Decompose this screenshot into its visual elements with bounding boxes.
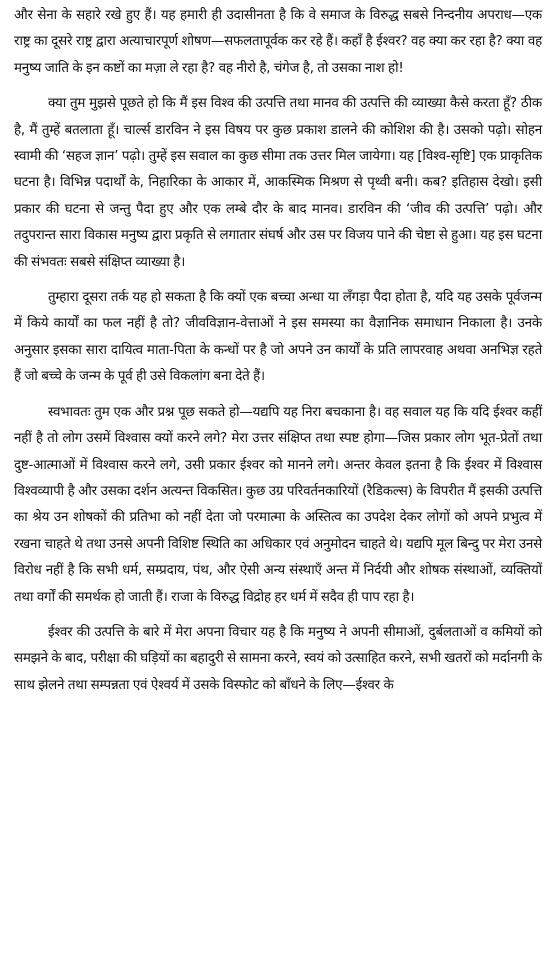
paragraph-3: तुम्हारा दूसरा तर्क यह हो सकता है कि क्यों एक बच्चा अन्धा या लँगड़ा पैदा होता है, यदि यह उसके पूर्वजन्म में किये कार्यों का फल नहीं है तो? जीवविज्ञान-वेत्ताओं ने इस समस्या का वैज्ञानिक समाधान निकाला है। उनके अनुसार इसका सारा दायित्व माता-पिता के कन्धों पर है जो अपने उन कार्यों के प्रति लापरवाह अथवा अनभिज्ञ रहते हैं जो बच्चे के जन्म के पूर्व ही उसे विकलांग बना देते हैं। (14, 290, 542, 385)
paragraph-4: स्वभावतः तुम एक और प्रश्न पूछ सकते हो—यद्यपि यह निरा बचकाना है। वह सवाल यह कि यदि ईश्वर कहीं नहीं है तो लोग उसमें विश्वास क्यों करने लगे? मेरा उत्तर संक्षिप्त तथा स्पष्ट होगा—जिस प्रकार लोग भूत-प्रेतों तथा दुष्ट-आत्माओं में विश्वास करने लगे, उसी प्रकार ईश्वर को मानने लगे। अन्तर केवल इतना है कि ईश्वर में विश्वास विश्वव्यापी है और उसका दर्शन अत्यन्त विकसित। कुछ उग्र परिवर्तनकारियों (रैडिकल्स) के विपरीत मैं इसकी उत्पत्ति का श्रेय उन शोषकों की प्रतिभा को नहीं देता जो परमात्मा के अस्तित्व का उपदेश देकर लोगों को अपने प्रभुत्व में रखना चाहते थे तथा उनसे अपनी विशिष्ट स्थिति का अधिकार एवं अनुमोदन चाहते थे। यद्यपि मूल बिन्दु पर मेरा उनसे विरोध नहीं है कि सभी धर्म, सम्प्रदाय, पंथ, और ऐसी अन्य संस्थाएँ अन्त में निर्दयी और शोषक संस्थाओं, व्यक्तियों तथा वर्गों की समर्थक हो जाती हैं। राजा के विरुद्ध विद्रोह हर धर्म में सदैव ही पाप रहा है। (14, 404, 542, 605)
paragraph-2: क्या तुम मुझसे पूछते हो कि मैं इस विश्व की उत्पत्ति तथा मानव की उत्पत्ति की व्याख्या कैसे करता हूँ? ठीक है, मैं तुम्हें बतलाता हूँ। चार्ल्स डारविन ने इस विषय पर कुछ प्रकाश डालने की कोशिश की है। उसको पढ़ो। सोहन स्वामी की ‘सहज ज्ञान’ पढ़ो। तुम्हें इस सवाल का कुछ सीमा तक उत्तर मिल जायेगा। यह [विश्व-सृष्टि] एक प्राकृतिक घटना है। विभिन्न पदार्थों के, निहारिका के आकार में, आकस्मिक मिश्रण से पृथ्वी बनी। कब? इतिहास देखो। इसी प्रकार की घटना से जन्तु पैदा हुए और एक लम्बे दौर के बाद मानव। डारविन की ‘जीव की उत्पत्ति’ पढ़ो। और तदुपरान्त सारा विकास मनुष्य द्वारा प्रकृति से लगातार संघर्ष और उस पर विजय पाने की चेष्टा से हुआ। यह इस घटना की संभवतः सबसे संक्षिप्त व्याख्या है। (14, 96, 542, 270)
paragraph-1: और सेना के सहारे रखे हुए हैं। यह हमारी ही उदासीनता है कि वे समाज के विरुद्ध सबसे निन्दनीय अपराध—एक राष्ट्र का दूसरे राष्ट्र द्वारा अत्याचारपूर्ण शोषण—सफलतापूर्वक कर रहे हैं। कहाँ है ईश्वर? वह क्या कर रहा है? क्या वह मनुष्य जाति के इन कष्टों का मज़ा ले रहा है? वह नीरो है, चंगेज है, तो उसका नाश हो! (14, 8, 542, 76)
paragraph-5: ईश्वर की उत्पत्ति के बारे में मेरा अपना विचार यह है कि मनुष्य ने अपनी सीमाओं, दुर्बलताओं व कमियों को समझने के बाद, परीक्षा की घड़ियों का बहादुरी से सामना करने, स्वयं को उत्साहित करने, सभी खतरों को मर्दानगी के साथ झेलने तथा सम्पन्नता एवं ऐश्वर्य में उसके विस्फोट को बाँधने के लिए—ईश्वर के (14, 624, 542, 693)
